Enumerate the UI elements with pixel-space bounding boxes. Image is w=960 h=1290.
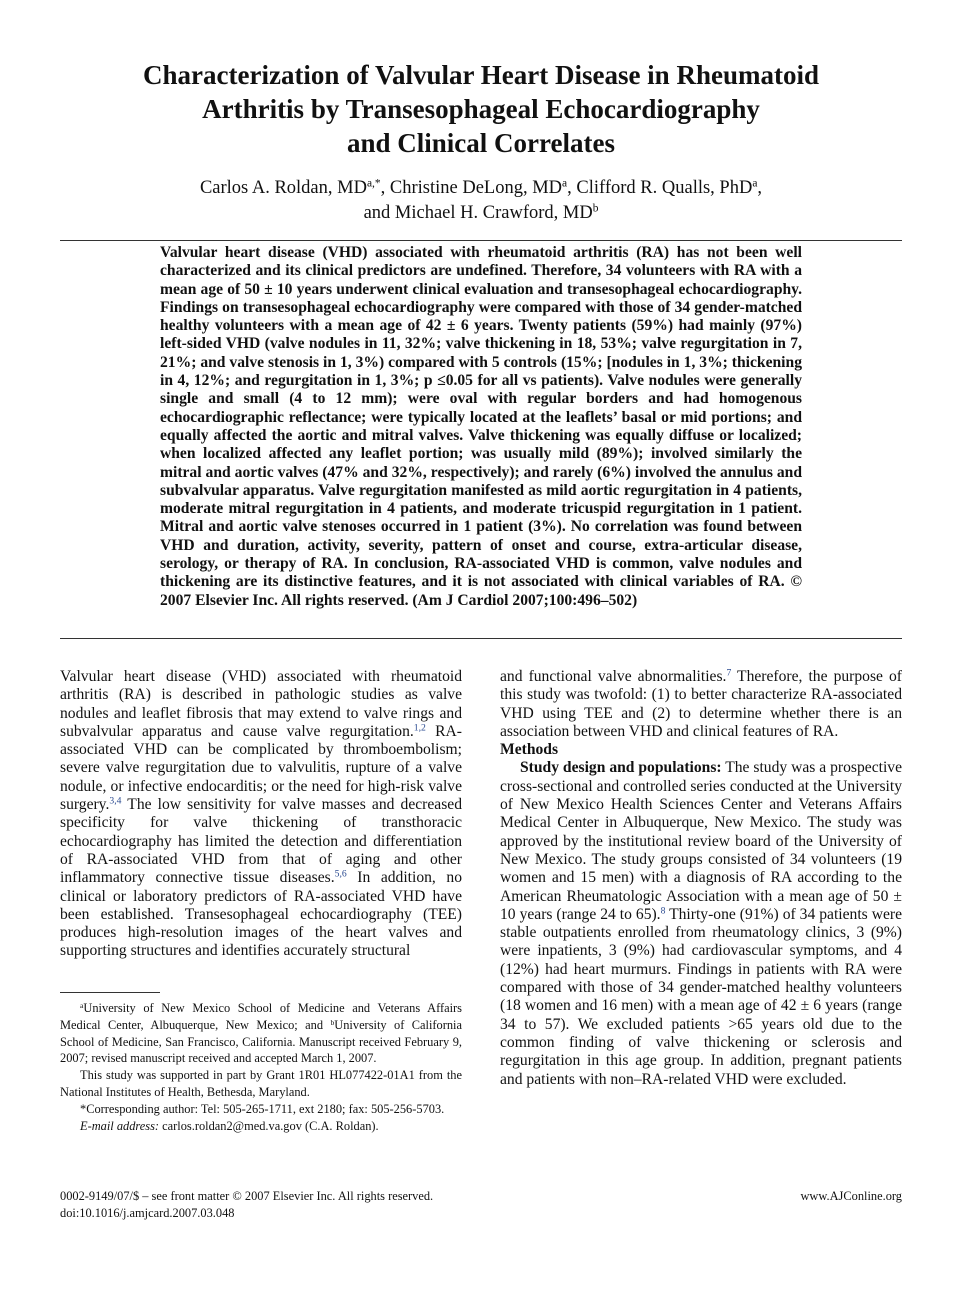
study-design-subheading: Study design and populations:: [520, 759, 722, 777]
author-crawford: and Michael H. Crawford, MD: [363, 203, 593, 223]
footer-left: [60, 1188, 433, 1222]
footnote-rule: [60, 992, 160, 993]
intro-text-1: Valvular heart disease (VHD) associated with rheumatoid arthritis (RA) is described in pathologic studies as valve nodules and leaflet fibrosis that may extend to valve rings and subvalvular apparatus and cause valve regurgitation.: [60, 668, 462, 740]
footnote-affil-a-mark: a: [80, 1000, 84, 1010]
intro-text-4: In addition, no clinical or laboratory predictors of RA-associated VHD have been established. Transesophageal echocardiography (TEE) produces high-resolution images of the heart valves and supporting structures and identifies accurately structural: [60, 869, 462, 960]
methods-text-2: Thirty-one (91%) of 34 patients were stable outpatients enrolled from rheumatology clinics, 3 (9%) were inpatients, 3 (9%) had cardiovascular symptoms, and 4 (12%) had heart murmurs. Findings in patients with RA were compared with those of 34 gender-matched healthy volunteers (18 women and 16 men) with a mean age of 42 ± 6 years (range 34 to 57). We excluded patients >65 years old due to the common finding of valve thickening or sclerosis and regurgitation in this age group. In addition, pregnant patients and patients with non–RA-related VHD were excluded.: [500, 905, 903, 1088]
abstract-top-rule: [60, 240, 902, 241]
title-line-1: Characterization of Valvular Heart Disease in Rheumatoid: [143, 60, 819, 90]
methods-paragraph: [500, 759, 902, 1088]
intro-paragraph: [60, 668, 462, 961]
author-separator: ,: [757, 178, 763, 198]
footnote-affil-b: University of California School of Medicine, San Francisco, California. Manuscript received February 9, 2007; revised manuscript received and accepted March 1, 2007.: [60, 1017, 462, 1066]
title-line-3: and Clinical Correlates: [347, 128, 615, 158]
citation-3-4[interactable]: 3,4: [109, 795, 122, 807]
author-qualls-affil: a: [752, 177, 758, 190]
author-crawford-affil: b: [592, 202, 599, 215]
footer-doi[interactable]: doi:10.1016/j.amjcard.2007.03.048: [60, 1205, 235, 1220]
author-delong-affil: a: [562, 177, 568, 190]
intro-cont-text-1: and functional valve abnormalities.: [500, 668, 727, 685]
footnote-affiliations: [60, 1000, 462, 1067]
right-column: [500, 668, 902, 1089]
author-list: [60, 176, 902, 226]
intro-text-2: RA-associated VHD can be complicated by thromboembolism; severe valve regurgitation due to valvulitis, rupture of a valve nodule, or infective endocarditis; or the need for high-risk valve surgery.: [60, 722, 462, 814]
footnote-corresponding: *Corresponding author: Tel: 505-265-1711, ext 2180; fax: 505-256-5703.: [80, 1101, 445, 1116]
author-line-1: [60, 176, 902, 201]
footnote-email: [60, 1118, 462, 1135]
intro-text-3: The low sensitivity for valve masses and decreased specificity for valve thickening of transthoracic echocardiography has limited the detection and differentiation of RA-associated VHD from that of aging and other inflammatory connective tissue diseases.: [60, 796, 462, 887]
footer-journal-url[interactable]: www.AJConline.org: [800, 1189, 902, 1203]
intro-paragraph-cont: [500, 668, 902, 741]
citation-7[interactable]: 7: [726, 667, 732, 679]
author-delong: , Christine DeLong, MD: [380, 178, 563, 198]
intro-cont-text-2: Therefore, the purpose of this study was twofold: (1) to better characterize RA-associated VHD using TEE and (2) to determine whether there is an association between VHD and clinical features of RA.: [500, 668, 902, 740]
author-qualls: , Clifford R. Qualls, PhD: [567, 178, 753, 198]
left-column: [60, 668, 462, 961]
email-label: E-mail address:: [80, 1118, 160, 1133]
footnote-affil-b-mark: b: [330, 1017, 335, 1027]
methods-text-1: The study was a prospective cross-sectional and controlled series conducted at the University of New Mexico Health Sciences Center and Veterans Affairs Medical Center in Albuquerque, New Mexico. The study was approved by the institutional review board of the University of New Mexico. The study groups consisted of 34 volunteers (19 women and 15 men) with a diagnosis of RA according to the American Rheumatologic Association with a mean age of 50 ± 10 years (range 24 to 65).: [500, 759, 903, 923]
article-title: [60, 58, 902, 160]
footnote-funding: This study was supported in part by Grant 1R01 HL077422-01A1 from the National Institutes of Health, Bethesda, Maryland.: [60, 1068, 462, 1099]
methods-heading: Methods: [500, 741, 559, 759]
footnotes: [60, 1000, 462, 1134]
author-line-2: [60, 201, 902, 226]
author-roldan: Carlos A. Roldan, MD: [199, 178, 367, 198]
abstract: Valvular heart disease (VHD) associated with rheumatoid arthritis (RA) has not been well characterized and its clinical predictors are undefined. Therefore, 34 volunteers with RA with a mean age of 50 ± 10 years underwent clinical evaluation and transesophageal echocardiography. Findings on transesophageal echocardiography were compared with those of 34 gender-matched healthy volunteers with a mean age of 42 ± 6 years. Twenty patients (59%) had mainly (97%) left-sided VHD (valve nodules in 11, 32%; valve thickening in 18, 53%; valve regurgitation in 7, 21%; and valve stenosis in 1, 3%) compared with 5 controls (15%; [nodules in 1, 3%; thickening in 4, 12%; and regurgitation in 1, 3%; p ≤0.05 for all vs patients). Valve nodules were generally single and small (4 to 12 mm); were oval with regular borders and had homogenous echocardiographic reflectance; were typically located at the leaflets’ basal or mid portions; and equally affected the aortic and mitral valves. Valve thickening was equally diffuse or localized; when localized affected any leaflet portion; was usually mild (89%); involved similarly the mitral and aortic valves (47% and 32%, respectively); and rarely (6%) involved the annulus and subvalvular apparatus. Valve regurgitation manifested as mild aortic regurgitation in 4 patients, moderate mitral regurgitation in 4 patients, and moderate tricuspid regurgitation in 1 patient. Mitral and aortic valve stenoses occurred in 1 patient (3%). No correlation was found between VHD and duration, activity, severity, pattern of onset and course, extra-articular disease, serology, or therapy of RA. In conclusion, RA-associated VHD is common, valve nodules and thickening are its distinctive features, and it is not associated with clinical variables of RA. © 2007 Elsevier Inc. All rights reserved. (Am J Cardiol 2007;100:496–502): [160, 244, 802, 609]
citation-1-2[interactable]: 1,2: [413, 722, 426, 734]
citation-8[interactable]: 8: [660, 905, 666, 917]
author-roldan-affil: a,*: [366, 177, 381, 190]
abstract-bottom-rule: [60, 638, 902, 639]
citation-5-6[interactable]: 5,6: [334, 868, 347, 880]
title-line-2: Arthritis by Transesophageal Echocardiography: [202, 94, 760, 124]
footnote-affil-a: University of New Mexico School of Medicine and Veterans Affairs Medical Center, Albuquerque, New Mexico; and: [60, 1001, 462, 1032]
email-address[interactable]: carlos.roldan2@med.va.gov (C.A. Roldan).: [159, 1118, 379, 1133]
footer-copyright: 0002-9149/07/$ – see front matter © 2007 Elsevier Inc. All rights reserved.: [60, 1189, 434, 1203]
